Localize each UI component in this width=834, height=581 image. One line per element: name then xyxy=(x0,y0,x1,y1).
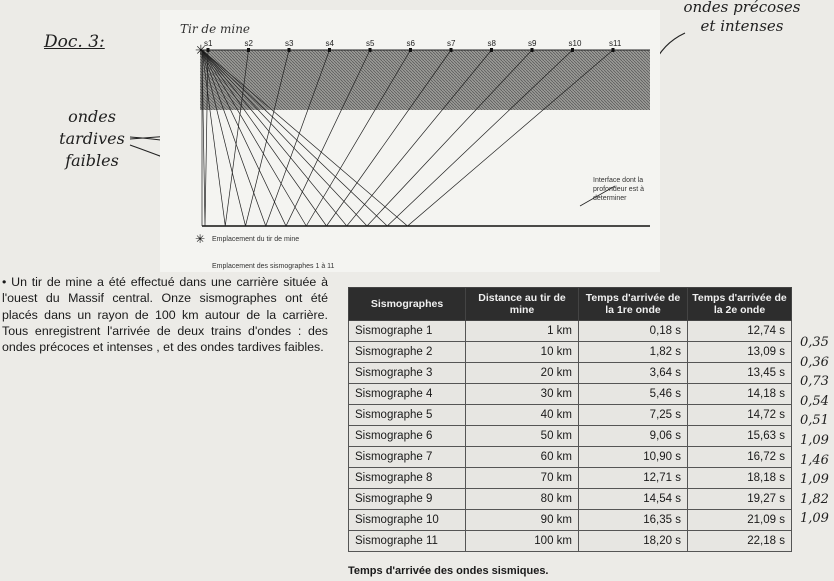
seismograph-marker xyxy=(571,48,574,52)
cell-first-arrival: 3,64 s xyxy=(579,363,688,384)
legend-shot-location: Emplacement du tir de mine xyxy=(212,236,300,243)
margin-note: 0,54 xyxy=(800,393,829,409)
cell-first-arrival: 10,90 s xyxy=(579,447,688,468)
seismograph-marker xyxy=(369,48,372,52)
cell-distance: 90 km xyxy=(466,510,579,531)
table-row xyxy=(349,489,792,510)
seismograph-label: s11 xyxy=(609,39,622,48)
margin-note: 1,09 xyxy=(800,472,829,488)
margin-note: 0,35 xyxy=(800,335,829,350)
cell-first-arrival: 7,25 s xyxy=(579,405,688,426)
note-line: ondes xyxy=(68,107,116,126)
col-header-distance: Distance au tir de mine xyxy=(466,288,579,321)
cell-first-arrival: 9,06 s xyxy=(579,426,688,447)
seismograph-marker xyxy=(328,48,331,52)
surface-layer-shading xyxy=(200,50,650,110)
cell-seismograph: Sismographe 2 xyxy=(349,342,466,363)
seismograph-label: s5 xyxy=(366,39,375,48)
shot-label: Tir de mine xyxy=(180,22,251,36)
cell-seismograph: Sismographe 11 xyxy=(349,531,466,552)
note-line: faibles xyxy=(65,151,119,170)
seismic-diagram xyxy=(160,10,660,272)
cell-second-arrival: 22,18 s xyxy=(688,531,792,552)
seismograph-label: s1 xyxy=(204,39,213,48)
cell-distance: 30 km xyxy=(466,384,579,405)
cell-second-arrival: 21,09 s xyxy=(688,510,792,531)
handwritten-note-early-waves xyxy=(682,0,802,36)
seismograph-label: s10 xyxy=(568,39,582,48)
cell-first-arrival: 0,18 s xyxy=(579,321,688,342)
description-paragraph xyxy=(2,274,328,355)
seismograph-label: s2 xyxy=(244,39,253,48)
table-row xyxy=(349,342,792,363)
cell-distance: 10 km xyxy=(466,342,579,363)
cell-first-arrival: 1,82 s xyxy=(579,342,688,363)
cell-first-arrival: 5,46 s xyxy=(579,384,688,405)
doc-label: Doc. 3: xyxy=(44,32,105,52)
cell-seismograph: Sismographe 5 xyxy=(349,405,466,426)
table-row xyxy=(349,531,792,552)
legend-seismograph-location: Emplacement des sismographes 1 à 11 xyxy=(212,263,335,270)
interface-note: Interface dont la profondeur est à déterminer xyxy=(593,177,644,202)
margin-note: 1,82 xyxy=(800,491,829,507)
cell-second-arrival: 14,72 s xyxy=(688,405,792,426)
cell-first-arrival: 16,35 s xyxy=(579,510,688,531)
seismograph-label: s9 xyxy=(528,39,537,48)
cell-distance: 100 km xyxy=(466,531,579,552)
cell-seismograph: Sismographe 6 xyxy=(349,426,466,447)
arrival-times-table xyxy=(348,287,792,552)
seismic-figure xyxy=(160,10,660,272)
margin-note: 1,09 xyxy=(800,511,829,527)
legend-star-icon: ✳ xyxy=(195,232,206,246)
margin-note: 0,36 xyxy=(800,354,829,370)
seismograph-marker xyxy=(612,48,615,52)
note-line: et intenses xyxy=(700,17,784,35)
seismograph-marker xyxy=(490,48,493,52)
cell-distance: 80 km xyxy=(466,489,579,510)
cell-second-arrival: 12,74 s xyxy=(688,321,792,342)
cell-distance: 70 km xyxy=(466,468,579,489)
paragraph-text: • Un tir de mine a été effectué dans une carrière située à l'ouest du Massif central. Onze sismographes ont été placés dans un rayon de 100 km autour de la carrière. Tous enregistrent l'arrivée de deux trains d'ondes : des ondes précoces et intenses , et des ondes tardives faibles. xyxy=(2,275,328,355)
seismograph-label: s6 xyxy=(406,39,415,48)
seismograph-marker xyxy=(409,48,412,52)
table-header-row xyxy=(349,288,792,321)
cell-second-arrival: 13,45 s xyxy=(688,363,792,384)
cell-distance: 60 km xyxy=(466,447,579,468)
cell-seismograph: Sismographe 1 xyxy=(349,321,466,342)
table-row xyxy=(349,426,792,447)
table-row xyxy=(349,468,792,489)
margin-note: 1,09 xyxy=(800,432,829,448)
cell-second-arrival: 15,63 s xyxy=(688,426,792,447)
cell-distance: 1 km xyxy=(466,321,579,342)
cell-first-arrival: 18,20 s xyxy=(579,531,688,552)
table-row xyxy=(349,321,792,342)
cell-seismograph: Sismographe 8 xyxy=(349,468,466,489)
seismograph-label: s3 xyxy=(285,39,294,48)
cell-distance: 40 km xyxy=(466,405,579,426)
note-line: tardives xyxy=(59,129,125,148)
table-row xyxy=(349,384,792,405)
cell-second-arrival: 14,18 s xyxy=(688,384,792,405)
margin-note: 0,73 xyxy=(800,374,829,390)
cell-seismograph: Sismographe 7 xyxy=(349,447,466,468)
seismograph-label: s4 xyxy=(325,39,334,48)
seismograph-marker xyxy=(450,48,453,52)
margin-note: 0,51 xyxy=(800,413,829,429)
col-header-seismograph: Sismographes xyxy=(349,288,466,321)
seismograph-marker xyxy=(247,48,250,52)
cell-second-arrival: 18,18 s xyxy=(688,468,792,489)
cell-second-arrival: 16,72 s xyxy=(688,447,792,468)
seismograph-label: s8 xyxy=(487,39,496,48)
cell-first-arrival: 14,54 s xyxy=(579,489,688,510)
handwritten-note-late-waves xyxy=(52,106,132,172)
seismograph-marker xyxy=(207,48,210,52)
cell-distance: 50 km xyxy=(466,426,579,447)
cell-seismograph: Sismographe 10 xyxy=(349,510,466,531)
shot-star-icon: ✳ xyxy=(195,43,207,59)
cell-distance: 20 km xyxy=(466,363,579,384)
seismograph-marker xyxy=(531,48,534,52)
note-line: ondes précoses xyxy=(683,0,801,16)
table-caption: Temps d'arrivée des ondes sismiques. xyxy=(348,565,549,577)
cell-seismograph: Sismographe 9 xyxy=(349,489,466,510)
cell-second-arrival: 13,09 s xyxy=(688,342,792,363)
table-row xyxy=(349,363,792,384)
col-header-second-arrival: Temps d'arrivée de la 2e onde xyxy=(688,288,792,321)
cell-seismograph: Sismographe 4 xyxy=(349,384,466,405)
seismograph-label: s7 xyxy=(447,39,456,48)
table-row xyxy=(349,447,792,468)
cell-seismograph: Sismographe 3 xyxy=(349,363,466,384)
col-header-first-arrival: Temps d'arrivée de la 1re onde xyxy=(579,288,688,321)
cell-second-arrival: 19,27 s xyxy=(688,489,792,510)
margin-note: 1,46 xyxy=(800,452,829,468)
table-row xyxy=(349,405,792,426)
cell-first-arrival: 12,71 s xyxy=(579,468,688,489)
table-row xyxy=(349,510,792,531)
handwritten-margin-notes xyxy=(800,333,829,529)
seismograph-marker xyxy=(288,48,291,52)
